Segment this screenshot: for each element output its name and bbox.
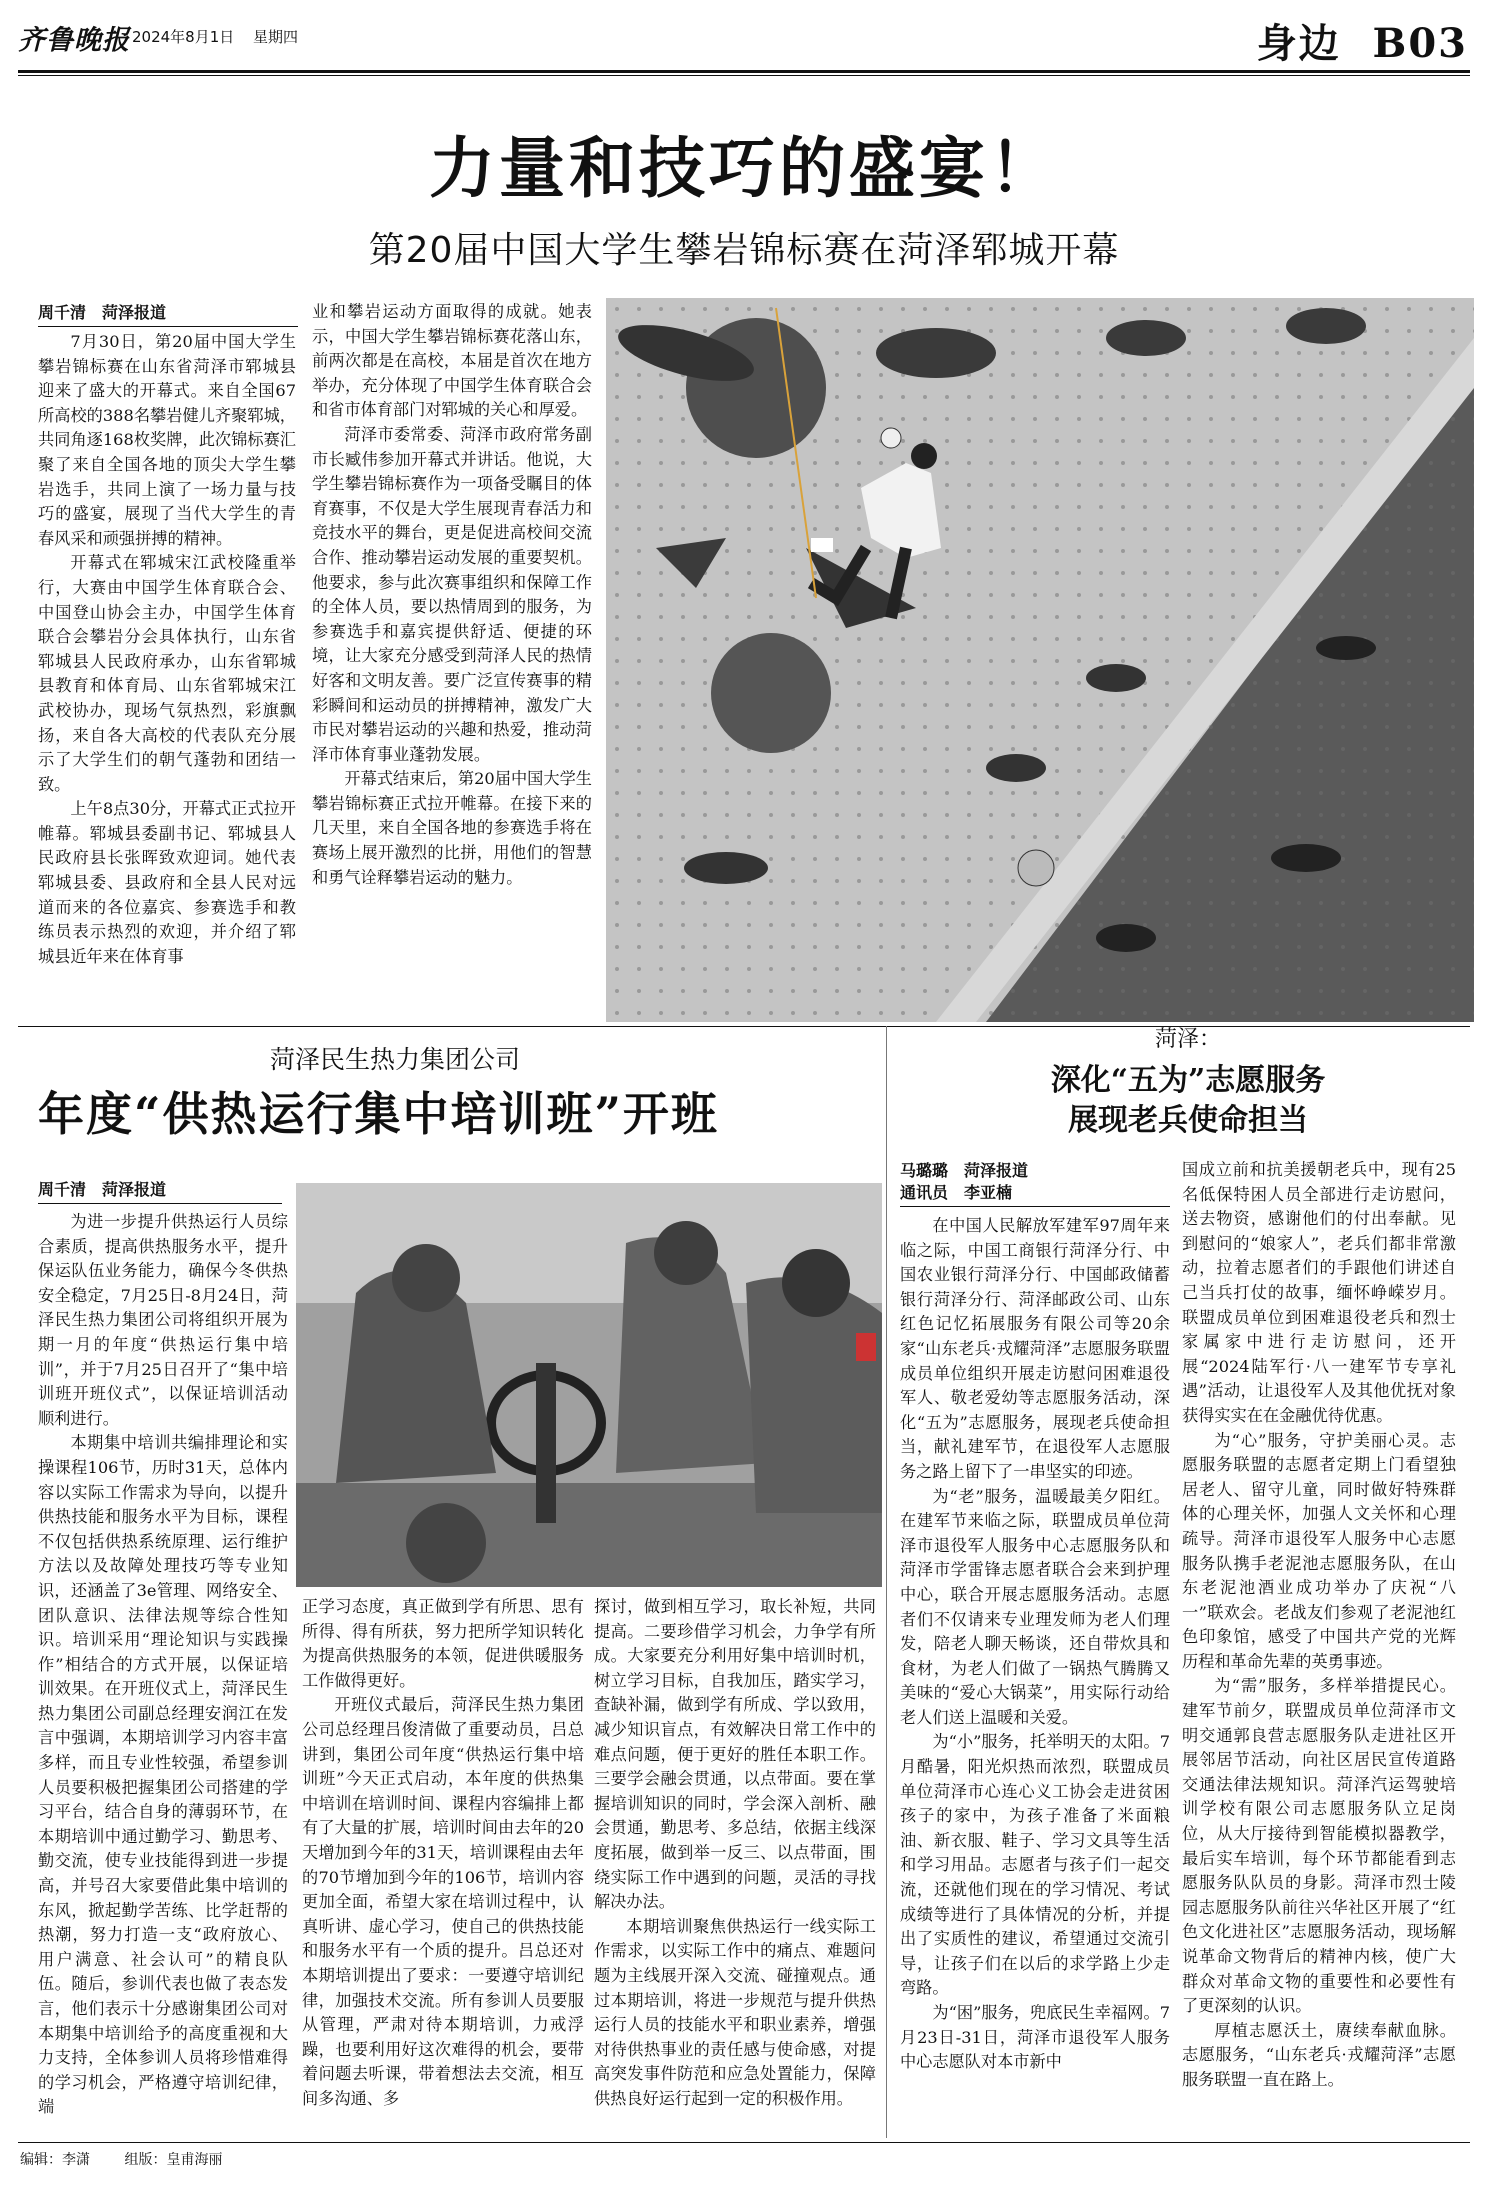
- article2-byline: 周千清 菏泽报道: [38, 1177, 282, 1204]
- training-photo: [296, 1183, 882, 1587]
- paragraph: 业和攀岩运动方面取得的成就。她表示，中国大学生攀岩锦标赛花落山东，前两次都是在高校，本届是首次在地方举办，充分体现了中国学生体育联合会和省市体育部门对郓城的关心和厚爱。: [312, 302, 592, 420]
- paragraph: 开幕式结束后，第20届中国大学生攀岩锦标赛正式拉开帷幕。在接下来的几天里，来自全国各地的参赛选手将在赛场上展开激烈的比拼，用他们的智慧和勇气诠释攀岩运动的魅力。: [312, 769, 592, 887]
- masthead-rule: [18, 70, 1470, 73]
- paragraph: 正学习态度，真正做到学有所思、思有所得、得有所获，努力把所学知识转化为提高供热服务的本领，促进供暖服务工作做得更好。: [302, 1597, 584, 1690]
- issue-date: [132, 26, 312, 47]
- article1-subhead: 第20届中国大学生攀岩锦标赛在菏泽郓城开幕: [368, 230, 1120, 271]
- paragraph: 国成立前和抗美援朝老兵中，现有25名低保特困人员全部进行走访慰问，送去物资，感谢他们的付出奉献。见到慰问的“娘家人”，老兵们都非常激动，拉着志愿者们的手跟他们讲述自己当兵打仗的故事，缅怀峥嵘岁月。联盟成员单位到困难退役老兵和烈士家属家中进行走访慰问，还开展“2024陆军行·八一建军节专享礼遇”活动，让退役军人及其他优抚对象获得实实在在金融优待优惠。: [1182, 1160, 1456, 1425]
- paragraph: 在中国人民解放军建军97周年来临之际，中国工商银行菏泽分行、中国农业银行菏泽分行、中国邮政储蓄银行菏泽分行、菏泽邮政公司、山东红色记忆拓展服务有限公司等20余家“山东老兵·戎耀菏泽”志愿服务联盟成员单位组织开展走访慰问困难退役军人、敬老爱幼等志愿服务活动，深化“五为”志愿服务，展现老兵使命担当，献礼建军节，在退役军人志愿服务之路上留下了一串坚实的印迹。: [900, 1216, 1170, 1481]
- date-text: 2024年8月1日: [132, 28, 235, 46]
- workers-valve-illustration: [296, 1183, 882, 1587]
- article1-column-1: [38, 330, 296, 969]
- paragraph: 探讨，做到相互学习，取长补短，共同提高。二要珍借学习机会，力争学有所成。大家要充分利用好集中培训时机，树立学习目标，自我加压，踏实学习，查缺补漏，做到学有所成、学以致用，减少知识盲点，有效解决日常工作中的难点问题，便于更好的胜任本职工作。三要学会融会贯通，以点带面。要在掌握培训知识的同时，学会深入剖析、融会贯通，勤思考、多总结，依据主线深度拓展，做到举一反三、以点带面，围绕实际工作中遇到的问题，灵活的寻找解决办法。: [594, 1597, 876, 1912]
- article3-headline-line2: 展现老兵使命担当: [1068, 1103, 1308, 1138]
- article3-column-2: [1182, 1158, 1456, 2093]
- article2-column-2: [302, 1595, 584, 2111]
- paragraph: 为“需”服务，多样举措提民心。建军节前夕，联盟成员单位菏泽市文明交通郭良营志愿服务队走进社区开展邻居节活动，向社区居民宣传道路交通法律法规知识。菏泽汽运驾驶培训学校有限公司志愿服务队立足岗位，从大厅接待到智能模拟器教学，最后实车培训，每个环节都能看到志愿服务队队员的身影。菏泽市烈士陵园志愿服务队前往兴华社区开展了“红色文化进社区”志愿服务活动，现场解说革命文物背后的精神内核，使广大群众对革命文物的重要性和必要性有了更深刻的认识。: [1182, 1676, 1456, 2016]
- article2-headline: 年度“供热运行集中培训班”开班: [38, 1087, 719, 1141]
- weekday-text: 星期四: [253, 28, 299, 46]
- article3-byline-correspondent: 通讯员 李亚楠: [900, 1180, 1170, 1207]
- article2-column-3: [594, 1595, 876, 2111]
- paragraph: 为“小”服务，托举明天的太阳。7月酷暑，阳光炽热而浓烈，联盟成员单位菏泽市心连心义工协会走进贫困孩子的家中，为孩子准备了米面粮油、新衣服、鞋子、学习文具等生活和学习用品。志愿者与孩子们一起交流，还就他们现在的学习情况、考试成绩等进行了具体情况的分析，并提出了实质性的建议，希望通过交流引导，让孩子们在以后的求学路上少走弯路。: [900, 1732, 1170, 1998]
- article3-headline-line1: 深化“五为”志愿服务: [1050, 1063, 1326, 1098]
- masthead-logo: 齐鲁晚报: [18, 25, 130, 56]
- section-divider: [18, 1026, 1470, 1027]
- climbing-photo: [606, 298, 1474, 1022]
- paragraph: 上午8点30分，开幕式正式拉开帷幕。郓城县委副书记、郓城县人民政府县长张晖致欢迎词。她代表郓城县委、县政府和全县人民对远道而来的各位嘉宾、参赛选手和教练员表示热烈的欢迎，并介绍了郓城县近年来在体育事: [38, 799, 296, 966]
- article2-kicker: 菏泽民生热力集团公司: [270, 1045, 521, 1074]
- footer-rule: [18, 2142, 1470, 2143]
- paragraph: 7月30日，第20届中国大学生攀岩锦标赛在山东省菏泽市郓城县迎来了盛大的开幕式。来自全国67所高校的388名攀岩健儿齐聚郓城，共同角逐168枚奖牌，此次锦标赛汇聚了来自全国各地的顶尖大学生攀岩选手，共同上演了一场力量与技巧的盛宴，展现了当代大学生的青春风采和顽强拼搏的精神。: [38, 332, 296, 548]
- paragraph: 厚植志愿沃土，赓续奉献血脉。志愿服务，“山东老兵·戎耀菏泽”志愿服务联盟一直在路上。: [1182, 2020, 1456, 2089]
- paragraph: 为“心”服务，守护美丽心灵。志愿服务联盟的志愿者定期上门看望独居老人、留守儿童，同时做好特殊群体的心理关怀，加强人文关怀和心理疏导。菏泽市退役军人服务中心志愿服务队携手老泥池志愿服务队，在山东老泥池酒业成功举办了庆祝“八一”联欢会。老战友们参观了老泥池红色印象馆，感受了中国共产党的光辉历程和革命先辈的英勇事迹。: [1182, 1430, 1456, 1671]
- footer-layout: 组版：皇甫海丽: [124, 2152, 223, 2168]
- article3-kicker: 菏泽：: [1155, 1027, 1222, 1052]
- article3-column-1: [900, 1214, 1170, 2075]
- paragraph: 为“困”服务，兜底民生幸福网。7月23日-31日，菏泽市退役军人服务中心志愿队对本市新中: [900, 2003, 1170, 2072]
- article1-headline: 力量和技巧的盛宴！: [429, 129, 1059, 207]
- paragraph: 菏泽市委常委、菏泽市政府常务副市长臧伟参加开幕式并讲话。他说，大学生攀岩锦标赛作为一项备受瞩目的体育赛事，不仅是大学生展现青春活力和竞技水平的舞台，更是促进高校间交流合作、推动攀岩运动发展的重要契机。他要求，参与此次赛事组织和保障工作的全体人员，要以热情周到的服务，为参赛选手和嘉宾提供舒适、便捷的环境，让大家充分感受到菏泽人民的热情好客和文明友善。要广泛宣传赛事的精彩瞬间和运动员的拼搏精神，激发广大市民对攀岩运动的兴趣和热爱，推动菏泽市体育事业蓬勃发展。: [312, 424, 592, 764]
- paragraph: 为“老”服务，温暖最美夕阳红。在建军节来临之际，联盟成员单位菏泽市退役军人服务中心志愿服务队和菏泽市学雷锋志愿者联合会来到护理中心，联合开展志愿服务活动。志愿者们不仅请来专业理发师为老人们理发，陪老人聊天畅谈，还自带炊具和食材，为老人们做了一锅热气腾腾又美味的“爱心大锅菜”，用实际行动给老人们送上温暖和关爱。: [900, 1486, 1170, 1727]
- footer-credits: [20, 2149, 252, 2169]
- column-divider: [886, 1026, 887, 2138]
- climbing-wall-illustration: [606, 298, 1474, 1022]
- paragraph: 开班仪式最后，菏泽民生热力集团公司总经理吕俊清做了重要动员，吕总讲到，集团公司年度“供热运行集中培训班”今天正式启动，本年度的供热集中培训在培训时间、课程内容编排上都有了大量的扩展，培训时间由去年的20天增加到今年的31天，培训课程由去年的70节增加到今年的106节，培训内容更加全面，希望大家在培训过程中，认真听讲、虚心学习，使自己的供热技能和服务水平有一个质的提升。吕总还对本期培训提出了要求：一要遵守培训纪律，加强技术交流。所有参训人员要服从管理，严肃对待本期培训，力戒浮躁，也要利用好这次难得的机会，要带着问题去听课，带着想法去交流，相互间多沟通、多: [302, 1695, 584, 2108]
- article1-column-2: [312, 300, 592, 890]
- footer-editor: 编辑：李潇: [20, 2152, 90, 2168]
- paragraph: 为进一步提升供热运行人员综合素质，提高供热服务水平，提升保运队伍业务能力，确保今冬供热安全稳定，7月25日-8月24日，菏泽民生热力集团公司将组织开展为期一月的年度“供热运行集中培训”，并于7月25日召开了“集中培训班开班仪式”，以保证培训活动顺利进行。: [38, 1212, 288, 1428]
- article1-byline: 周千清 菏泽报道: [38, 300, 298, 327]
- masthead-rule-thin: [18, 75, 1470, 76]
- paragraph: 本期培训聚焦供热运行一线实际工作需求，以实际工作中的痛点、难题问题为主线展开深入交流、碰撞观点。通过本期培训，将进一步规范与提升供热运行人员的技能水平和职业素养，增强对待供热事业的责任感与使命感，对提高突发事件防范和应急处置能力，保障供热良好运行起到一定的积极作用。: [594, 1916, 876, 2108]
- article3-byline-reporter: 马璐璐 菏泽报道: [900, 1161, 1029, 1180]
- paragraph: 开幕式在郓城宋江武校隆重举行，大赛由中国学生体育联合会、中国登山协会主办，中国学生体育联合会攀岩分会具体执行，山东省郓城县人民政府承办，山东省郓城县教育和体育局、山东省郓城宋江武校协办，现场气氛热烈，彩旗飘扬，来自各大高校的代表队充分展示了大学生们的朝气蓬勃和团结一致。: [38, 553, 296, 794]
- section-label: 身边 B03: [1256, 20, 1468, 67]
- article2-column-1: [38, 1210, 288, 2120]
- paragraph: 本期集中培训共编排理论和实操课程106节，历时31天，总体内容以实际工作需求为导向，以提升供热技能和服务水平为目标，课程不仅包括供热系统原理、运行维护方法以及故障处理技巧等专业知识，还涵盖了3e管理、网络安全、团队意识、法律法规等综合性知识。培训采用“理论知识与实践操作”相结合的方式开展，以保证培训效果。在开班仪式上，菏泽民生热力集团公司副总经理安润江在发言中强调，本期培训学习内容丰富多样，而且专业性较强，希望参训人员要积极把握集团公司搭建的学习平台，结合自身的薄弱环节，在本期培训中通过勤学习、勤思考、勤交流，使专业技能得到进一步提高，并号召大家要借此集中培训的东风，掀起勤学苦练、比学赶帮的热潮，努力打造一支“政府放心、用户满意、社会认可”的精良队伍。随后，参训代表也做了表态发言，他们表示十分感谢集团公司对本期集中培训给予的高度重视和大力支持，全体参训人员将珍惜难得的学习机会，严格遵守培训纪律，端: [38, 1433, 288, 2117]
